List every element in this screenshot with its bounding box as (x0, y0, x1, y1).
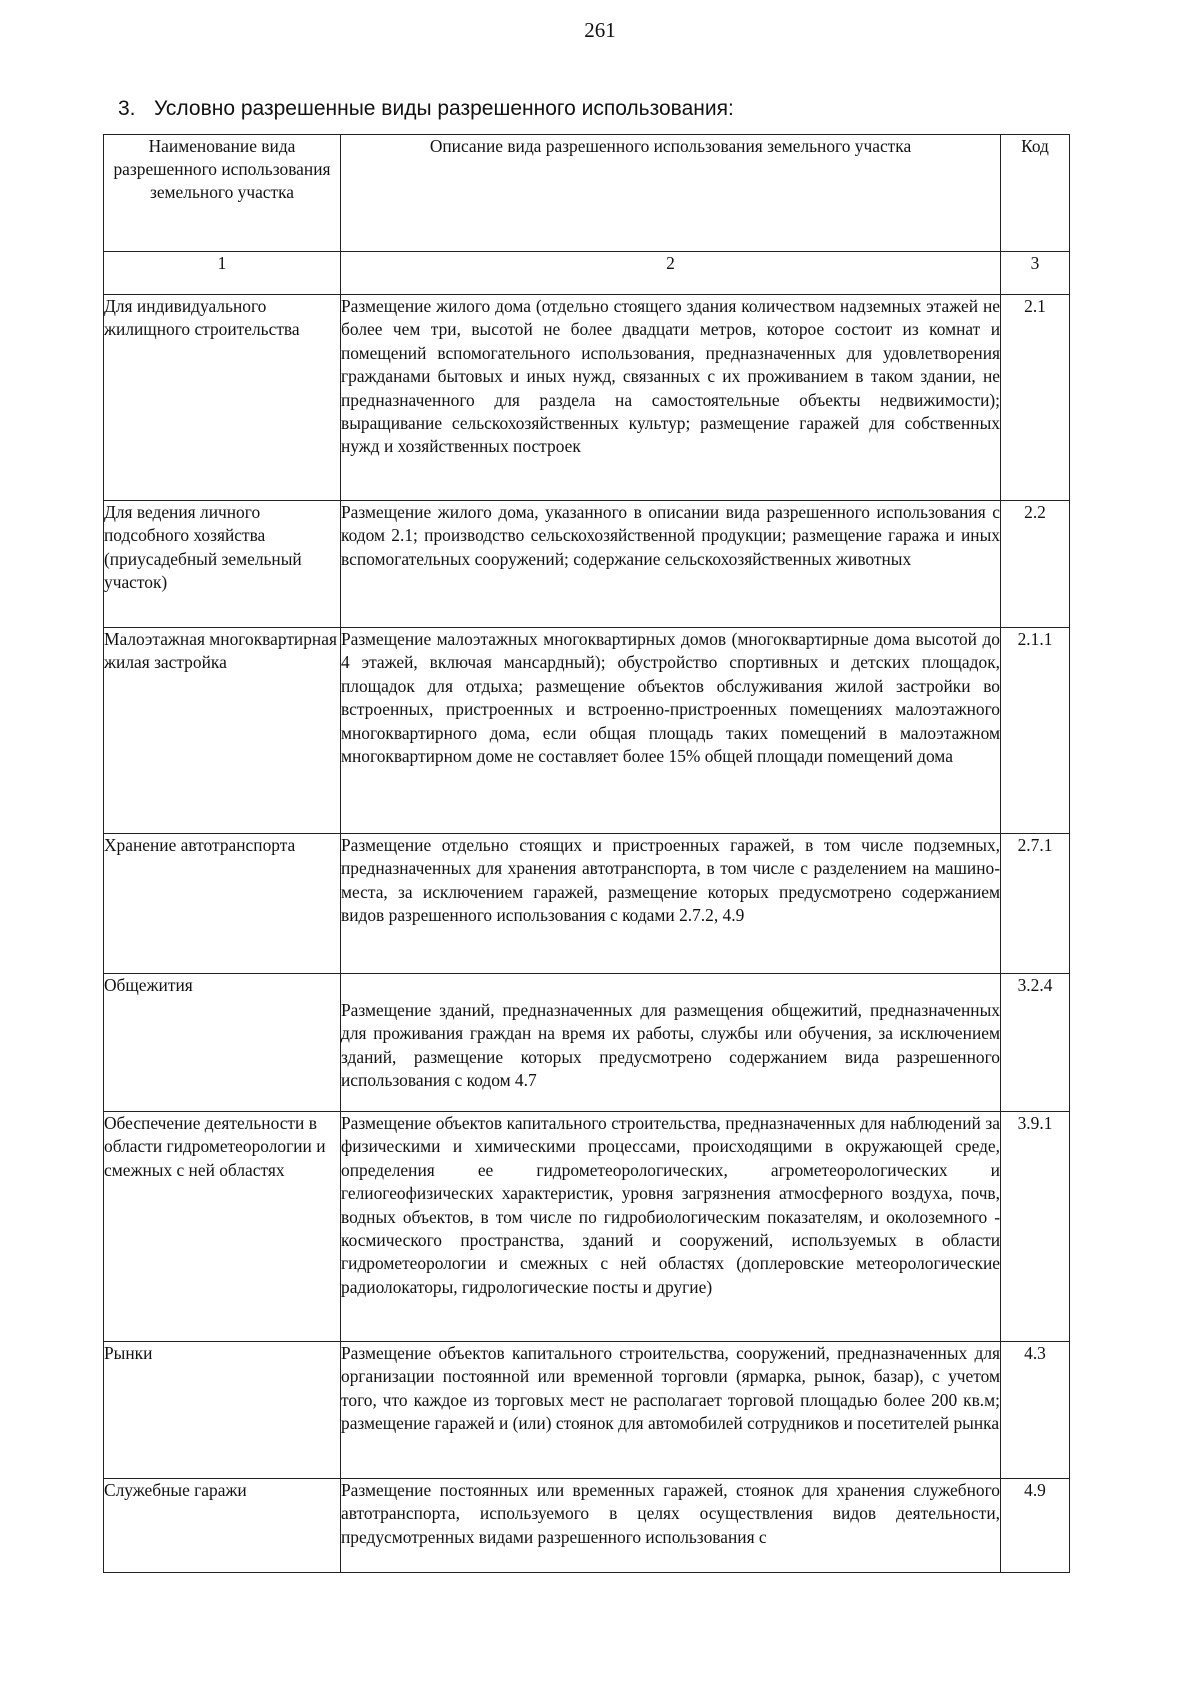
land-use-name: Для индивидуального жилищного строительства (104, 295, 341, 501)
column-number: 2 (341, 252, 1001, 295)
land-use-code: 2.1 (1001, 295, 1070, 501)
land-use-description: Размещение постоянных или временных гаражей, стоянок для хранения служебного автотранспорта, используемого в целях осуществления видов деятельности, предусмотренных видами разрешенного использования с (341, 1479, 1001, 1573)
section-title-text: Условно разрешенные виды разрешенного использования: (154, 97, 734, 120)
land-use-description: Размещение отдельно стоящих и пристроенных гаражей, в том числе подземных, предназначенных для хранения автотранспорта, в том числе с разделением на машино-места, за исключением гаражей, размещение которых предусмотрено содержанием видов разрешенного использования с кодами 2.7.2, 4.9 (341, 834, 1001, 974)
table-row (104, 295, 1070, 501)
section-number: 3. (118, 97, 136, 120)
header-name: Наименование вида разрешенного использования земельного участка (104, 135, 341, 252)
land-use-description: Размещение зданий, предназначенных для размещения общежитий, предназначенных для проживания граждан на время их работы, службы или обучения, за исключением зданий, размещение которых предусмотрено содержанием вида разрешенного использования с кодом 4.7 (341, 974, 1001, 1112)
land-use-name: Рынки (104, 1342, 341, 1479)
land-use-table (103, 134, 1070, 1573)
table-row (104, 1479, 1070, 1573)
land-use-name: Малоэтажная многоквартирная жилая застройка (104, 628, 341, 834)
land-use-name: Хранение автотранспорта (104, 834, 341, 974)
land-use-description: Размещение жилого дома (отдельно стоящего здания количеством надземных этажей не более чем три, высотой не более двадцати метров, которое состоит из комнат и помещений вспомогательного использования, предназначенных для удовлетворения гражданами бытовых и иных нужд, связанных с их проживанием в таком здании, не предназначенного для раздела на самостоятельные объекты недвижимости); выращивание сельскохозяйственных культур; размещение гаражей для собственных нужд и хозяйственных построек (341, 295, 1001, 501)
table-row (104, 501, 1070, 628)
land-use-code: 4.3 (1001, 1342, 1070, 1479)
table-header-row (104, 135, 1070, 252)
header-description: Описание вида разрешенного использования земельного участка (341, 135, 1001, 252)
land-use-code: 2.2 (1001, 501, 1070, 628)
table-row (104, 834, 1070, 974)
column-number: 3 (1001, 252, 1070, 295)
column-number-row (104, 252, 1070, 295)
land-use-name: Общежития (104, 974, 341, 1112)
section-title (118, 97, 734, 121)
table-row (104, 974, 1070, 1112)
land-use-name: Служебные гаражи (104, 1479, 341, 1573)
column-number: 1 (104, 252, 341, 295)
land-use-code: 2.7.1 (1001, 834, 1070, 974)
header-code: Код (1001, 135, 1070, 252)
page-number: 261 (584, 18, 616, 42)
land-use-description: Размещение малоэтажных многоквартирных домов (многоквартирные дома высотой до 4 этажей, включая мансардный); обустройство спортивных и детских площадок, площадок для отдыха; размещение объектов обслуживания жилой застройки во встроенных, пристроенных и встроенно-пристроенных помещениях малоэтажного многоквартирного дома, если общая площадь таких помещений в малоэтажном многоквартирном доме не составляет более 15% общей площади помещений дома (341, 628, 1001, 834)
land-use-code: 2.1.1 (1001, 628, 1070, 834)
land-use-description: Размещение объектов капитального строительства, предназначенных для наблюдений за физическими и химическими процессами, происходящими в окружающей среде, определения ее гидрометеорологических, агрометеорологических и гелиогеофизических характеристик, уровня загрязнения атмосферного воздуха, почв, водных объектов, в том числе по гидробиологическим показателям, и околоземного - космического пространства, зданий и сооружений, используемых в области гидрометеорологии и смежных с ней областях (доплеровские метеорологические радиолокаторы, гидрологические посты и другие) (341, 1112, 1001, 1342)
table-row (104, 1342, 1070, 1479)
land-use-code: 3.9.1 (1001, 1112, 1070, 1342)
table-row (104, 1112, 1070, 1342)
land-use-description: Размещение объектов капитального строительства, сооружений, предназначенных для организации постоянной или временной торговли (ярмарка, рынок, базар), с учетом того, что каждое из торговых мест не располагает торговой площадью более 200 кв.м; размещение гаражей и (или) стоянок для автомобилей сотрудников и посетителей рынка (341, 1342, 1001, 1479)
land-use-name: Для ведения личного подсобного хозяйства (приусадебный земельный участок) (104, 501, 341, 628)
land-use-code: 4.9 (1001, 1479, 1070, 1573)
land-use-description: Размещение жилого дома, указанного в описании вида разрешенного использования с кодом 2.1; производство сельскохозяйственной продукции; размещение гаража и иных вспомогательных сооружений; содержание сельскохозяйственных животных (341, 501, 1001, 628)
table-row (104, 628, 1070, 834)
land-use-code: 3.2.4 (1001, 974, 1070, 1112)
land-use-name: Обеспечение деятельности в области гидрометеорологии и смежных с ней областях (104, 1112, 341, 1342)
